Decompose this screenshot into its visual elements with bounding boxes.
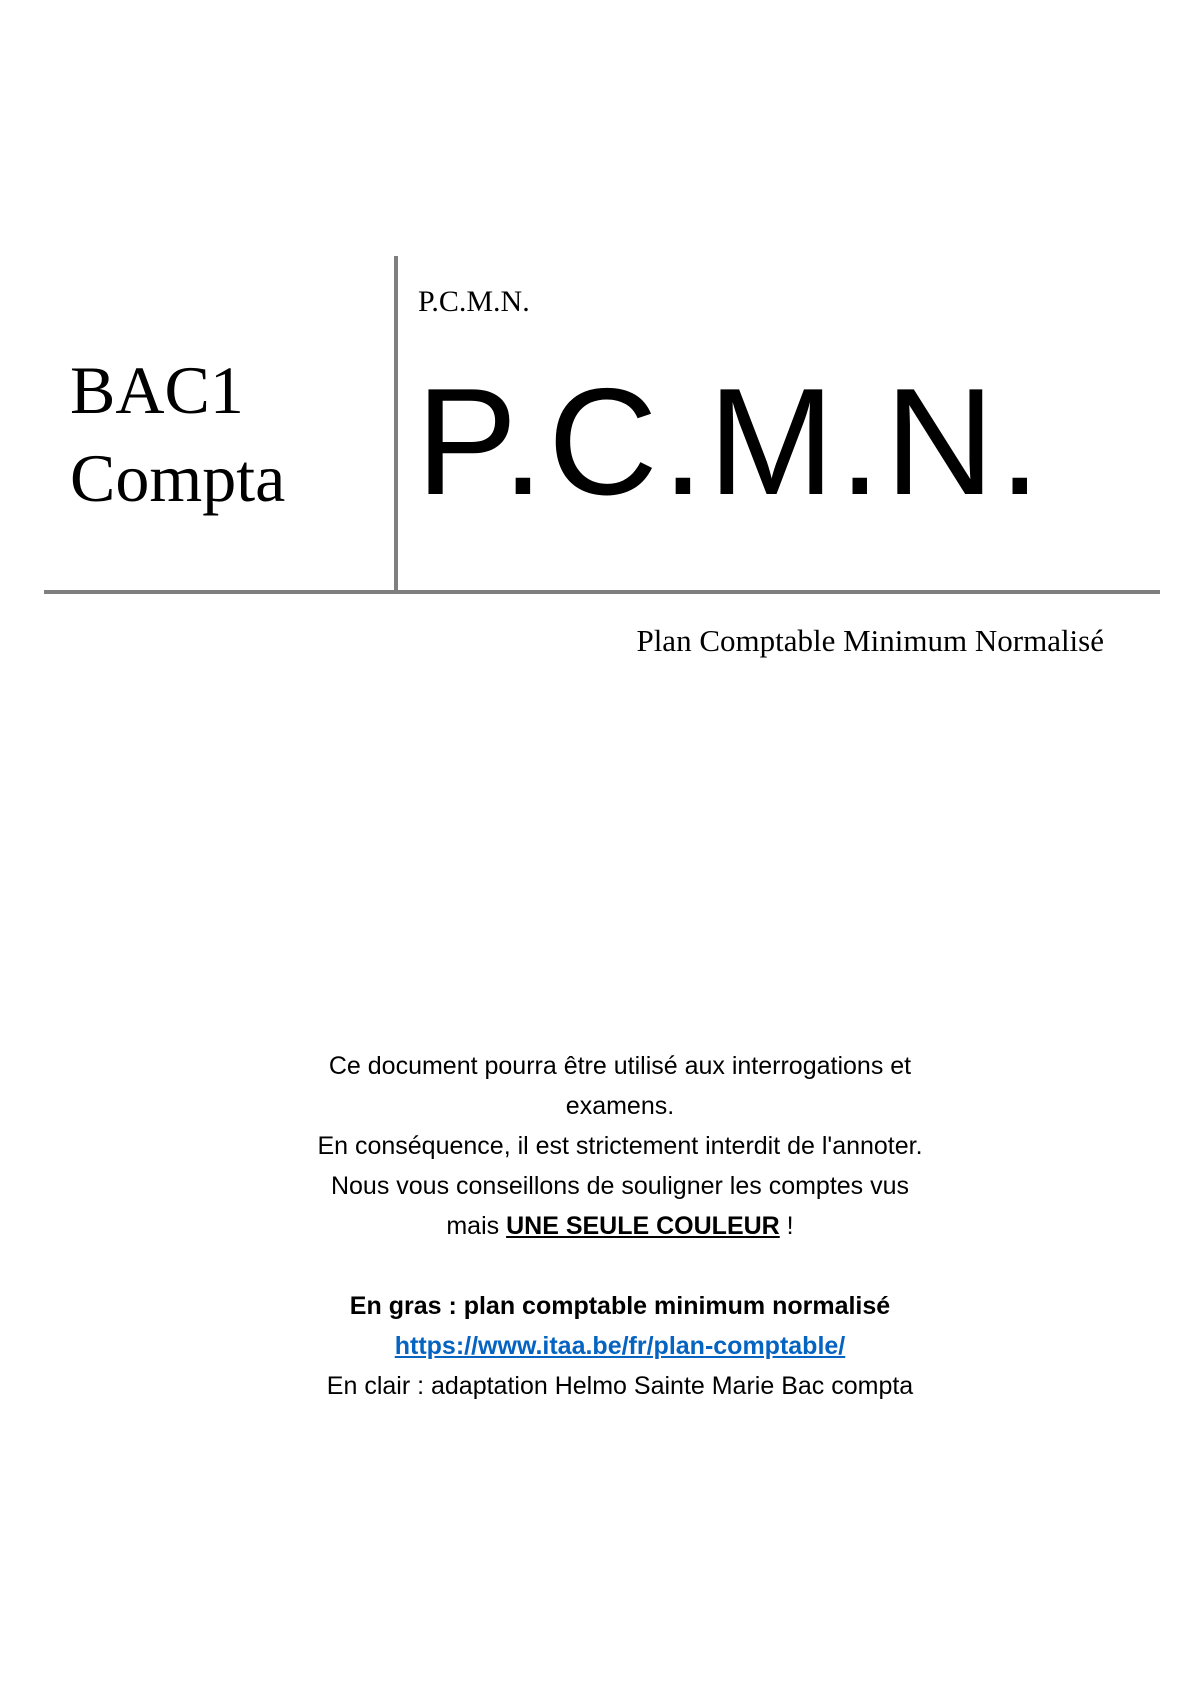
notice-line-4: Nous vous conseillons de souligner les comptes vus	[330, 1172, 910, 1200]
notice-line-5-suffix: !	[779, 1212, 794, 1240]
notice-line-1: Ce document pourra être utilisé aux interrogations et	[328, 1052, 912, 1080]
course-heading	[70, 346, 380, 522]
course-level: BAC1	[70, 352, 244, 428]
notice-line-2: examens.	[565, 1092, 675, 1120]
notice-line-5-prefix: mais	[446, 1212, 507, 1240]
single-color-emphasis: UNE SEULE COULEUR	[506, 1212, 780, 1240]
notice-line-5	[220, 1206, 1020, 1246]
document-subtitle: Plan Comptable Minimum Normalisé	[636, 623, 1104, 658]
horizontal-divider	[44, 590, 1160, 594]
document-title: P.C.M.N.	[416, 357, 1045, 527]
itaa-link[interactable]: https://www.itaa.be/fr/plan-comptable/	[394, 1332, 846, 1360]
vertical-divider	[394, 256, 398, 592]
document-short-title: P.C.M.N.	[418, 285, 530, 318]
course-name: Compta	[70, 440, 286, 516]
notice-spacer	[220, 1246, 1020, 1286]
notice-line-3: En conséquence, il est strictement interdit de l'annoter.	[317, 1132, 923, 1160]
bold-legend: En gras : plan comptable minimum normalisé	[349, 1292, 891, 1320]
plain-legend: En clair : adaptation Helmo Sainte Marie Bac compta	[326, 1372, 914, 1400]
usage-notice	[220, 1046, 1020, 1406]
